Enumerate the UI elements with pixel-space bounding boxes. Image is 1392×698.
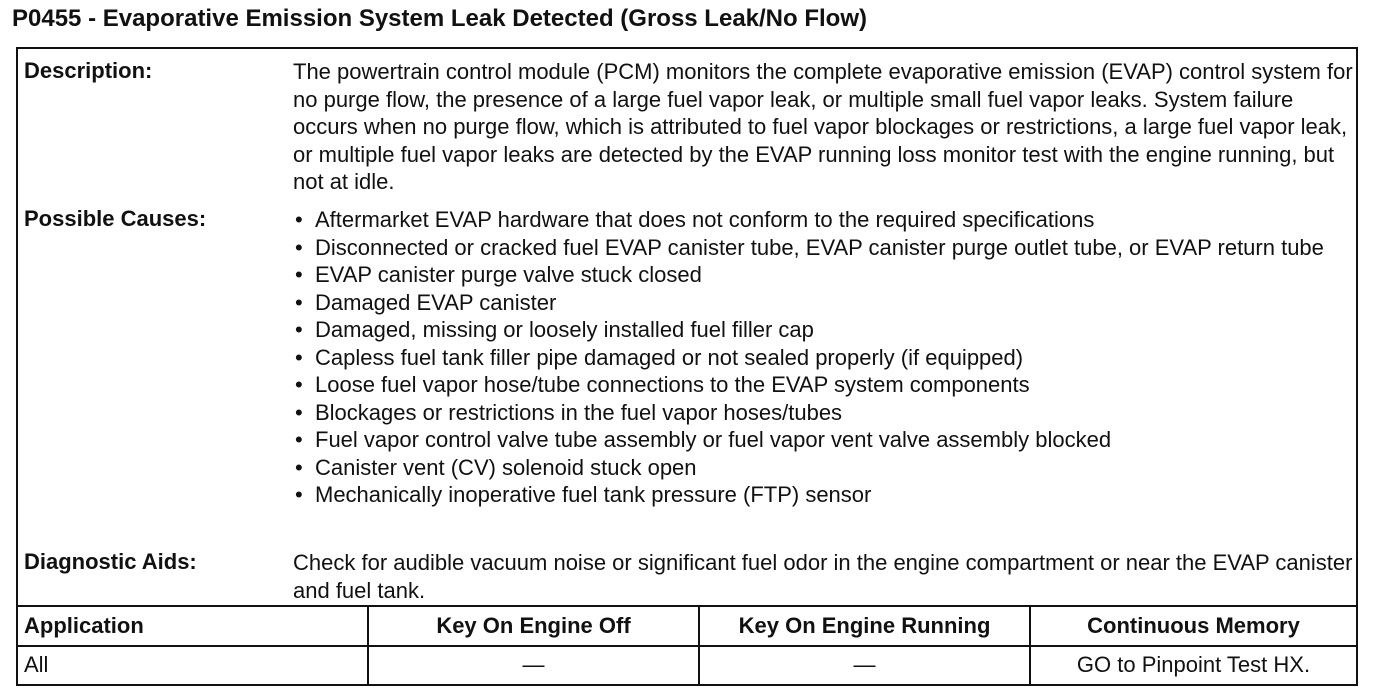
list-item: • Canister vent (CV) solenoid stuck open: [293, 454, 1353, 482]
list-item: • Capless fuel tank filler pipe damaged or not sealed properly (if equipped): [293, 344, 1353, 372]
description-label: Description:: [24, 58, 153, 83]
description-text: The powertrain control module (PCM) monitors the complete evaporative emission (EVAP) control system for no purge flow, the presence of a large fuel vapor leak, or multiple small fuel vapor leaks. System failure occurs when no purge flow, which is attributed to fuel vapor blockages or restrictions, a large fuel vapor leak, or multiple fuel vapor leaks are detected by the EVAP running loss monitor test with the engine running, but not at idle.: [293, 59, 1353, 194]
table-cell: All: [18, 646, 368, 684]
diagnostic-aids-label: Diagnostic Aids:: [24, 549, 197, 574]
table-cell: —: [699, 646, 1030, 684]
possible-causes-list: [293, 206, 1353, 509]
list-item: • Loose fuel vapor hose/tube connections to the EVAP system components: [293, 371, 1353, 399]
application-table: [18, 605, 1356, 684]
list-item: • Damaged EVAP canister: [293, 289, 1353, 317]
page-title: P0455 - Evaporative Emission System Leak Detected (Gross Leak/No Flow): [12, 5, 867, 32]
table-cell: GO to Pinpoint Test HX.: [1030, 646, 1356, 684]
list-item: • Aftermarket EVAP hardware that does not conform to the required specifications: [293, 206, 1353, 234]
table-header-row: [18, 606, 1356, 646]
table-header-cell: Key On Engine Running: [699, 606, 1030, 646]
table-header-cell: Key On Engine Off: [368, 606, 699, 646]
table-header-cell: Application: [18, 606, 368, 646]
list-item: • Fuel vapor control valve tube assembly or fuel vapor vent valve assembly blocked: [293, 426, 1353, 454]
table-cell: —: [368, 646, 699, 684]
table-header-cell: Continuous Memory: [1030, 606, 1356, 646]
possible-causes-label: Possible Causes:: [24, 206, 207, 231]
diagnostic-aids-text: Check for audible vacuum noise or significant fuel odor in the engine compartment or near the EVAP canister and fuel tank.: [293, 550, 1353, 603]
list-item: • Mechanically inoperative fuel tank pressure (FTP) sensor: [293, 481, 1353, 509]
list-item: • Blockages or restrictions in the fuel vapor hoses/tubes: [293, 399, 1353, 427]
list-item: • Disconnected or cracked fuel EVAP canister tube, EVAP canister purge outlet tube, or EVAP return tube: [293, 234, 1353, 262]
list-item: • EVAP canister purge valve stuck closed: [293, 261, 1353, 289]
list-item: • Damaged, missing or loosely installed fuel filler cap: [293, 316, 1353, 344]
table-row: [18, 646, 1356, 684]
dtc-info-frame: [16, 47, 1358, 686]
